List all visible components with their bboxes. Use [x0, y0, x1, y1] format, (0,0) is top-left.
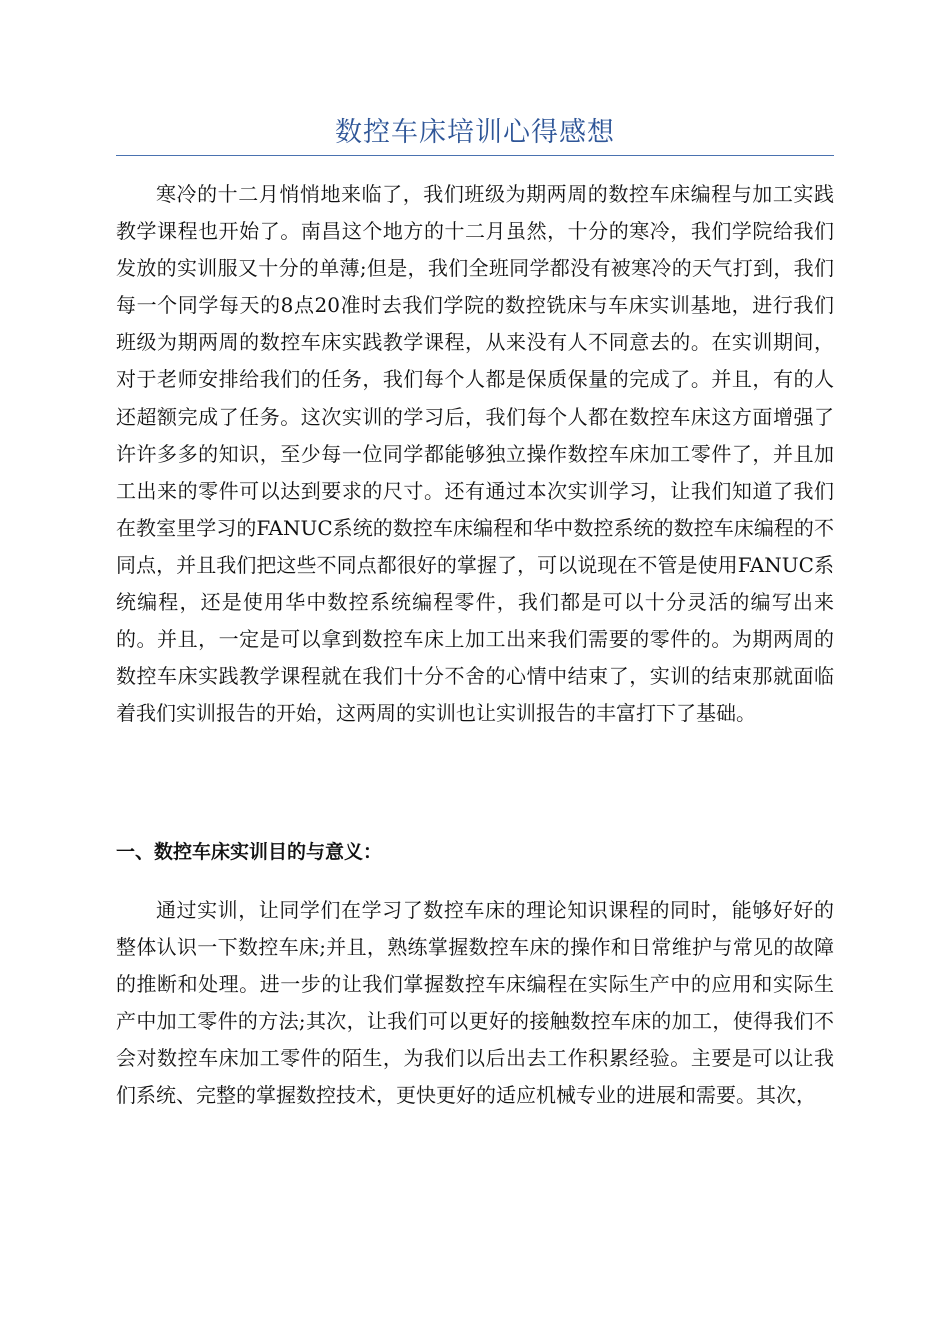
paragraph-purpose: 通过实训，让同学们在学习了数控车床的理论知识课程的同时，能够好好的整体认识一下数控车床;并且，熟练掌握数控车床的操作和日常维护与常见的故障的推断和处理。进一步的让我们掌握数控车床编程在实际生产中的应用和实际生产中加工零件的方法;其次，让我们可以更好的接触数控车床的加工，使得我们不会对数控车床加工零件的陌生，为我们以后出去工作积累经验。主要是可以让我们系统、完整的掌握数控技术，更快更好的适应机械专业的进展和需要。其次， — [116, 898, 834, 1108]
title-underline — [116, 155, 834, 156]
page-title: 数控车床培训心得感想 — [335, 117, 615, 148]
paragraph-intro: 寒冷的十二月悄悄地来临了，我们班级为期两周的数控车床编程与加工实践教学课程也开始了。南昌这个地方的十二月虽然，十分的寒冷，我们学院给我们发放的实训服又十分的单薄;但是，我们全班同学都没有被寒冷的天气打到，我们每一个同学每天的8点20准时去我们学院的数控铣床与车床实训基地，进行我们班级为期两周的数控车床实践教学课程，从来没有人不同意去的。在实训期间，对于老师安排给我们的任务，我们每个人都是保质保量的完成了。并且，有的人还超额完成了任务。这次实训的学习后，我们每个人都在数控车床这方面增强了许许多多的知识，至少每一位同学都能够独立操作数控车床加工零件了，并且加工出来的零件可以达到要求的尺寸。还有通过本次实训学习，让我们知道了我们在教室里学习的FANUC系统的数控车床编程和华中数控系统的数控车床编程的不同点，并且我们把这些不同点都很好的掌握了，可以说现在不管是使用FANUC系统编程，还是使用华中数控系统编程零件，我们都是可以十分灵活的编写出来的。并且，一定是可以拿到数控车床上加工出来我们需要的零件的。为期两周的数控车床实践教学课程就在我们十分不舍的心情中结束了，实训的结束那就面临着我们实训报告的开始，这两周的实训也让实训报告的丰富打下了基础。 — [116, 182, 834, 726]
section-heading: 一、数控车床实训目的与意义： — [116, 841, 383, 863]
